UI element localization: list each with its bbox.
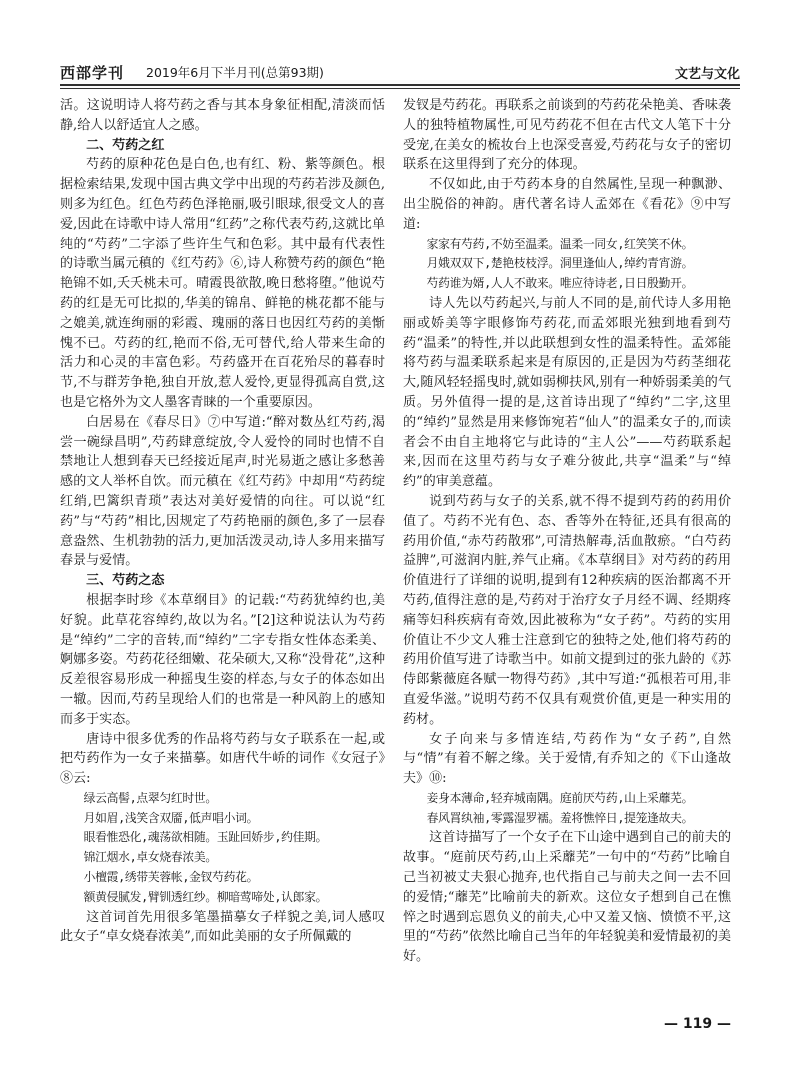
paragraph: 发钗是芍药花。再联系之前谈到的芍药花朵艳美、香味袭人的独特植物属性,可见芍药花不但在古代文人笔下十分受宠,在美女的梳妆台上也深受喜爱,芍药花与女子的密切联系在这里得到了充分的体现。 — [403, 98, 731, 173]
paragraph: 白居易在《春尽日》⑦中写道:“醉对数丛红芍药,渴尝一碗绿昌明”,芍药肆意绽放,令人爱怜的同时也情不自禁地让人想到春天已经接近尾声,时光易逝之感让多愁善感的文人举杯自饮。而元稹在《红芍药》中却用“芍药绽红绡,巴篱织青琐”表达对美好爱情的向往。可以说“红药”与“芍药”相比,因规定了芍药艳丽的颜色,多了一层春意盎然、生机勃勃的活力,更加活泼灵动,诗人多用来描写春景与爱情。 — [60, 414, 385, 569]
poem-line: 妾身本薄命,轻弃城南隅。庭前厌芍药,山上采蘼芜。 — [426, 790, 694, 805]
section-heading: 二、芍药之红 — [86, 137, 165, 153]
section-title: 文艺与文化 — [674, 67, 740, 82]
paragraph: 不仅如此,由于芍药本身的自然属性,呈现一种飘渺、出尘脱俗的神韵。唐代著名诗人孟郊在《看花》⑨中写道: — [403, 177, 731, 232]
poem-line: 家家有芍药,不妨至温柔。温柔一同女,红笑笑不休。 — [426, 236, 694, 251]
poem-line: 额黄侵腻发,臂钏透红纱。柳暗莺啼处,认郎家。 — [83, 889, 328, 904]
page-number: — 119 — — [664, 1016, 731, 1032]
paragraph: 活。这说明诗人将芍药之香与其本身象征相配,清淡而恬静,给人以舒适宜人之感。 — [60, 98, 385, 133]
paragraph: 这首词首先用很多笔墨描摹女子样貌之美,词人感叹此女子“卓女烧春浓美”,而如此美丽的女子所佩戴的 — [60, 909, 385, 945]
header-rule-thin — [60, 88, 740, 89]
left-column — [60, 96, 385, 947]
poem-line: 月如眉,浅笑含双靥,低声唱小词。 — [83, 810, 259, 825]
poem-line: 春风罥纨袖,零露湿罗襦。羞将憔悴日,提笼逢故夫。 — [426, 810, 694, 825]
paragraph: 女子向来与多情连结,芍药作为“女子药”,自然与“情”有着不解之缘。关于爱情,有乔知之的《下山逢故夫》⑩: — [403, 731, 731, 787]
poem-line: 小檀霞,绣带芙蓉帐,金钗芍药花。 — [83, 870, 259, 885]
page-header — [60, 62, 740, 82]
journal-logo: 西部学刊 — [60, 64, 125, 82]
poem-line: 锦江烟水,卓女烧春浓美。 — [83, 850, 217, 865]
section-heading: 三、芍药之态 — [86, 573, 165, 589]
poem-line: 月娥双双下,楚艳枝枝浮。洞里逢仙人,绰约青宵游。 — [426, 256, 694, 271]
poem-line: 眼看惟恐化,魂荡欲相随。玉趾回娇步,约佳期。 — [83, 830, 328, 845]
paragraph: 芍药的原种花色是白色,也有红、粉、紫等颜色。根据检索结果,发现中国古典文学中出现的芍药若涉及颜色,则多为红色。红色芍药色泽艳丽,吸引眼球,很受文人的喜爱,因此在诗歌中诗人常用“红药”之称代表芍药,这就比单纯的“芍药”二字添了些许生气和色彩。其中最有代表性的诗歌当属元稹的《红芍药》⑥,诗人称赞芍药的颜色“艳艳锦不如,夭夭桃未可。晴霞畏欲散,晚日愁将堕。”他说芍药的红是无可比拟的,华美的锦帛、鲜艳的桃花都不能与之媲美,就连绚丽的彩霞、瑰丽的落日也因红芍药的美惭愧不已。芍药的红,艳而不俗,无可替代,给人带来生命的活力和心灵的丰富色彩。芍药盛开在百花殆尽的暮春时节,不与群芳争艳,独自开放,惹人爱怜,更显得孤高自赏,这也是它格外为文人墨客青睐的一个重要原因。 — [60, 157, 385, 410]
header-rule-thick — [60, 84, 740, 86]
right-column — [403, 96, 731, 967]
paragraph: 诗人先以芍药起兴,与前人不同的是,前代诗人多用艳丽或娇美等字眼修饰芍药花,而孟郊眼光独到地看到芍药“温柔”的特性,并以此联想到女性的温柔特性。孟郊能将芍药与温柔联系起来是有原因的,正是因为芍药茎细花大,随风轻轻摇曳时,就如弱柳扶风,别有一种娇弱柔美的气质。另外值得一提的是,这首诗出现了“绰约”二字,这里的“绰约”显然是用来修饰宛若“仙人”的温柔女子的,而读者会不由自主地将它与此诗的“主人公”——芍药联系起来,因而在这里芍药与女子难分彼此,共享“温柔”与“绰约”的审美意蕴。 — [403, 295, 731, 490]
paragraph: 这首诗描写了一个女子在下山途中遇到自己的前夫的故事。“庭前厌芍药,山上采蘼芜”一句中的“芍药”比喻自己当初被丈夫狠心抛弃,也代指自己与前夫之间一去不回的爱情;“蘼芜”比喻前夫的新欢。这位女子想到自己在憔悴之时遇到忘恩负义的前夫,心中又羞又恼、愤愤不平,这里的“芍药”依然比喻自己当年的年轻貌美和爱情最初的美好。 — [403, 830, 731, 965]
issue-info: 2019年6月下半月刊(总第93期) — [146, 65, 324, 80]
paragraph: 根据李时珍《本草纲目》的记载:“芍药犹绰约也,美好貌。此草花容绰约,故以为名。”[2]这种说法认为芍药是“绰约”二字的音转,而“绰约”二字专指女性体态柔美、婀娜多姿。芍药花径细嫩、花朵硕大,又称“没骨花”,这种反差很容易形成一种摇曳生姿的样态,与女子的体态如出一辙。因而,芍药呈现给人们的也常是一种风韵上的感知而多于实态。 — [60, 592, 385, 727]
paragraph: 说到芍药与女子的关系,就不得不提到芍药的药用价值了。芍药不光有色、态、香等外在特征,还具有很高的药用价值,“赤芍药散邪”,可清热解毒,活血散瘀。“白芍药益脾”,可滋润内脏,养气止痛。《本草纲目》对芍药的药用价值进行了详细的说明,提到有12种疾病的医治都离不开芍药,值得注意的是,芍药对于治疗女子月经不调、经期疼痛等妇科疾病有奇效,因此被称为“女子药”。芍药的实用价值让不少文人雅士注意到它的独特之处,他们将芍药的药用价值写进了诗歌当中。如前文提到过的张九龄的《苏侍郎紫薇庭各赋一物得芍药》,其中写道:“孤根若可用,非直爱华滋。”说明芍药不仅具有观赏价值,更是一种实用的药材。 — [403, 493, 731, 727]
paragraph: 唐诗中很多优秀的作品将芍药与女子联系在一起,或把芍药作为一女子来描摹。如唐代牛峤的词作《女冠子》⑧云: — [60, 731, 385, 787]
poem-line: 芍药谁为婿,人人不敢来。唯应待诗老,日日殷勤开。 — [426, 276, 694, 291]
poem-line: 绿云高髻,点翠匀红时世。 — [83, 790, 217, 805]
